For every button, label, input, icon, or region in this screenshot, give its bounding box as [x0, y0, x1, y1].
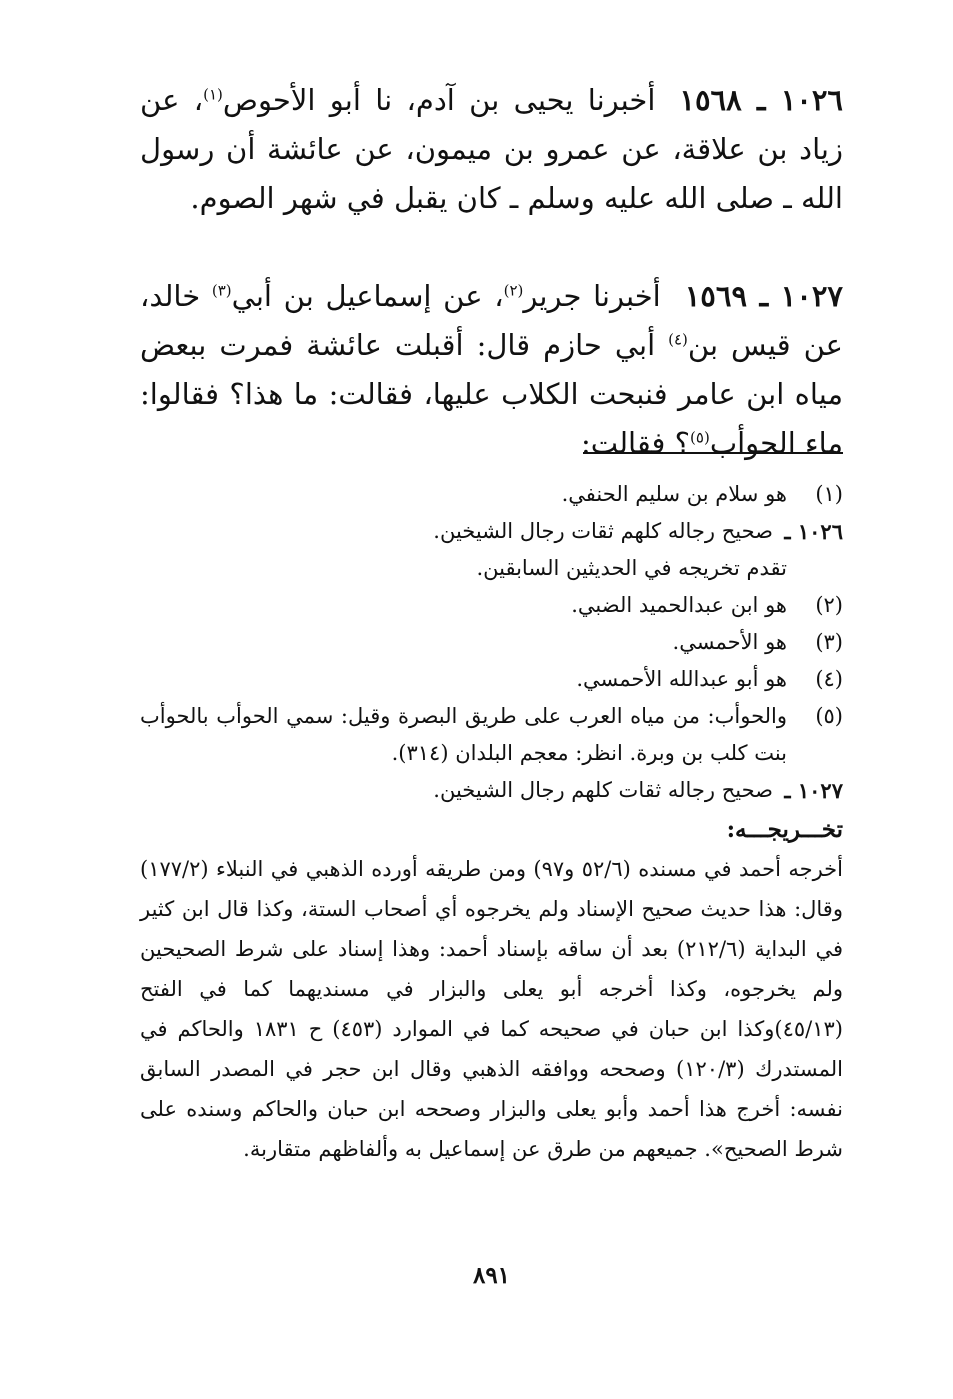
book-page — [140, 0, 843, 1399]
footnote-text: هو أبو عبدالله الأحمسي. — [576, 667, 787, 691]
footnote-label: (٥) — [815, 704, 843, 728]
hadith-number: ١٠٢٦ ـ ١٥٦٨ — [679, 83, 843, 117]
footnote-5 — [140, 698, 843, 772]
footnote-1 — [140, 476, 843, 513]
grading-label: ١٠٢٦ ـ — [784, 519, 843, 544]
page-number: ٨٩١ — [472, 1262, 511, 1289]
takhrij-heading: تخـــريجـــه: — [726, 816, 843, 843]
hadith-1026 — [140, 76, 843, 223]
grading-text: صحيح رجاله ثقات كلهم رجال الشيخين. — [433, 778, 773, 802]
footnote-label: (٤) — [815, 667, 843, 691]
footnote-text: هو الأحمسي. — [672, 630, 787, 654]
hadith-text: ، عن إسماعيل بن أبي — [231, 279, 504, 313]
hadith-number: ١٠٢٧ ـ ١٥٦٩ — [684, 279, 843, 313]
grading-1027 — [140, 772, 843, 809]
footnote-text: هو سلام بن سليم الحنفي. — [561, 482, 787, 506]
footnote-ref: (٢) — [503, 281, 524, 300]
hadith-text: ، عن زياد بن علاقة، عن عمرو بن ميمون، عن عائشة أن رسول الله ـ صلى الله عليه وسلم ـ كان يقبل في شهر الصوم. — [140, 83, 843, 215]
footnote-ref: (٣) — [211, 281, 232, 300]
footnote-ref: (٥) — [690, 428, 710, 447]
footnote-3 — [140, 624, 843, 661]
footnote-text: هو ابن عبدالحميد الضبي. — [571, 593, 787, 617]
grading-1026 — [140, 513, 843, 550]
footnote-ref: (١) — [203, 85, 223, 104]
hadith-text: خالد، عن قيس بن — [140, 279, 843, 362]
footnote-2 — [140, 587, 843, 624]
footnote-ref: (٤) — [668, 330, 688, 349]
footnote-label: (١) — [815, 482, 843, 506]
footnote-4 — [140, 661, 843, 698]
hadith-text: أبي حازم قال: أقبلت عائشة فمرت ببعض مياه ابن عامر فنبحت الكلاب عليها، فقالت: ما هذا؟ فقالوا: ماء الحوأب — [140, 328, 843, 460]
hadith-text: أخبرنا يحيى بن آدم، نا أبو الأحوص — [222, 83, 656, 117]
footnote-text: والحوأب: من مياه العرب على طريق البصرة وقيل: سمي الحوأب بالحوأب بنت كلب بن وبرة. انظر: معجم البلدان (٣١٤). — [140, 704, 787, 765]
hadith-text: أخبرنا جرير — [523, 279, 661, 313]
hadith-1027 — [140, 272, 843, 468]
hadith-text: ؟ فقالت: — [580, 426, 691, 460]
grading-note: تقدم تخريجه في الحديثين السابقين. — [476, 556, 787, 580]
footnote-separator — [583, 452, 843, 454]
grading-text: صحيح رجاله كلهم ثقات رجال الشيخين. — [433, 519, 773, 543]
footnotes — [140, 476, 843, 1169]
footnote-label: (٣) — [815, 630, 843, 654]
grading-label: ١٠٢٧ ـ — [784, 778, 843, 803]
takhrij-text: أخرجه أحمد في مسنده (٥٢/٦ و٩٧) ومن طريقه أورده الذهبي في النبلاء (١٧٧/٢) وقال: هذا حديث صحيح الإسناد ولم يخرجوه أي أصحاب الستة، وكذا قال ابن كثير في البداية (٢١٢/٦) بعد أن ساقه بإسناد أحمد: وهذا إسناد على شرط الصحيحين ولم يخرجوه، وكذا أخرجه أبو يعلى والبزار في مسنديهما كما في الفتح (٤٥/١٣)وكذا ابن حبان في صحيحه كما في الموارد (٤٥٣) ح ١٨٣١ والحاكم في المستدرك (١٢٠/٣) وصححه ووافقه الذهبي وقال ابن حجر في المصدر السابق نفسه: أخرج هذا أحمد وأبو يعلى والبزار وصححه ابن حبان والحاكم وسنده على شرط الصحيح». جميعهم من طرق عن إسماعيل به وألفاظهم متقاربة. — [140, 857, 843, 1161]
footnote-label: (٢) — [815, 593, 843, 617]
